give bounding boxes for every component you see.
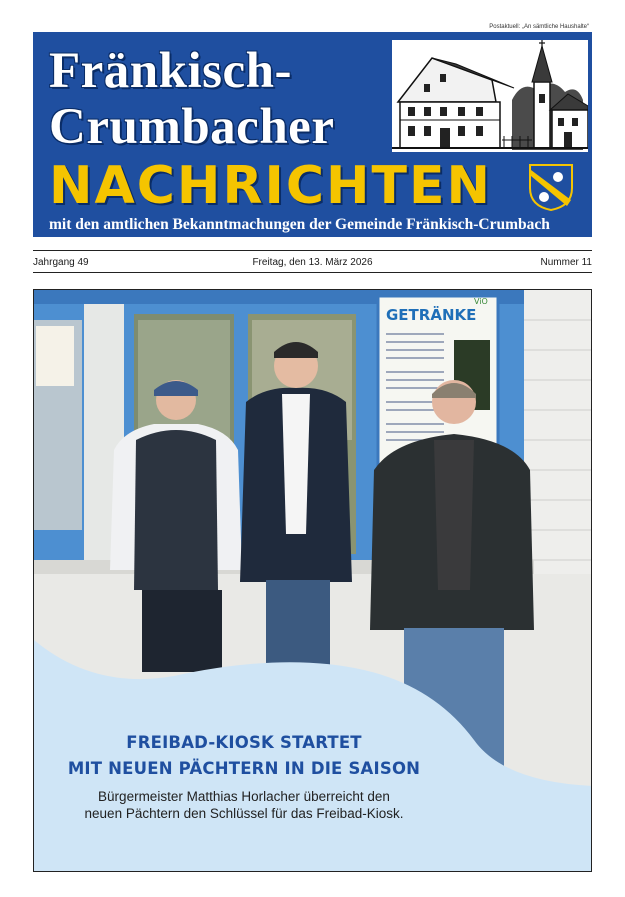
postal-note: Postaktuell: „An sämtliche Haushalte“ — [489, 24, 589, 30]
kiosk-brand-text: ViO — [474, 297, 488, 306]
caption-line-1: Bürgermeister Matthias Horlacher überreicht den — [98, 789, 390, 804]
issue-volume: Jahrgang 49 — [33, 257, 89, 268]
headline-line-1: FREIBAD-KIOSK STARTET — [126, 733, 362, 752]
village-sketch-image — [392, 40, 588, 152]
coat-of-arms-icon — [527, 162, 575, 212]
masthead — [33, 32, 592, 237]
caption-line-2: neuen Pächtern den Schlüssel für das Freibad-Kiosk. — [84, 806, 404, 821]
cover-caption — [34, 730, 454, 822]
issue-number: Nummer 11 — [540, 257, 592, 268]
headline-line-2: MIT NEUEN PÄCHTERN IN DIE SAISON — [67, 759, 421, 778]
title-line-2: Crumbacher — [49, 99, 335, 155]
title-line-1: Fränkisch- — [49, 43, 293, 99]
issue-info-bar — [33, 250, 592, 273]
issue-date: Freitag, den 13. März 2026 — [252, 257, 373, 268]
kiosk-sign-text: GETRÄNKE — [386, 306, 477, 324]
title-nachrichten: NACHRICHTEN — [49, 156, 493, 216]
masthead-subtitle: mit den amtlichen Bekanntmachungen der Gemeinde Fränkisch-Crumbach — [49, 216, 550, 233]
